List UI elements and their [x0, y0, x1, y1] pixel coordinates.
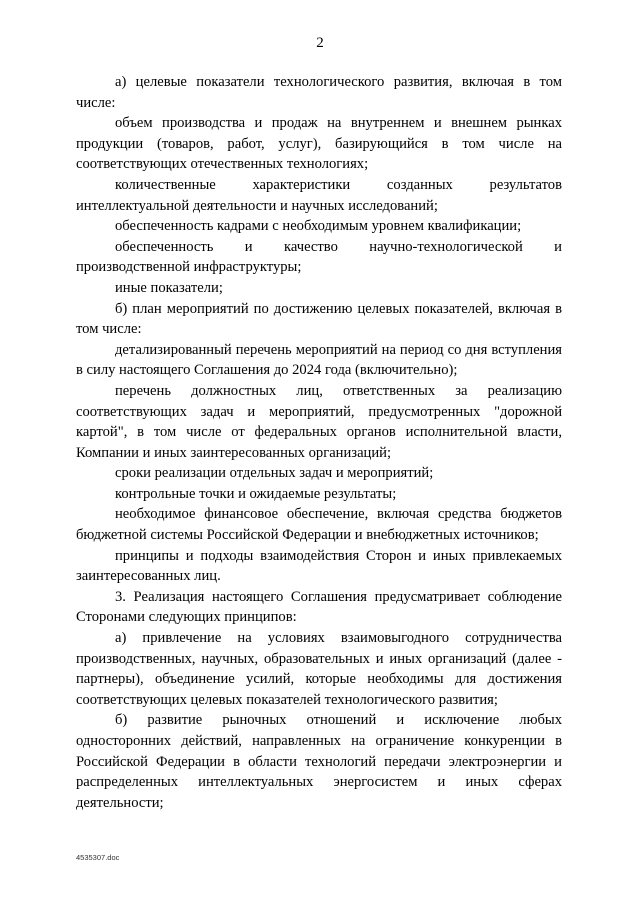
- page-number: 2: [316, 35, 324, 51]
- paragraph-deadlines: сроки реализации отдельных задач и мероприятий;: [115, 465, 434, 482]
- paragraph-target-indicators: а) целевые показатели технологического развития, включая в том числе:: [76, 74, 562, 111]
- paragraph-action-plan: б) план мероприятий по достижению целевых показателей, включая в том числе:: [76, 300, 562, 338]
- paragraph-other-indicators: иные показатели;: [115, 279, 223, 296]
- document-body: [76, 72, 562, 813]
- document-id-footer: 4535307.doc: [76, 853, 120, 862]
- paragraph-quantitative-characteristics: количественные характеристики созданных результатов интеллектуальной деятельности и научных исследований;: [76, 176, 562, 214]
- paragraph-financing: необходимое финансовое обеспечение, включая средства бюджетов бюджетной системы Российской Федерации и внебюджетных источников;: [76, 506, 562, 544]
- paragraph-section-3: 3. Реализация настоящего Соглашения предусматривает соблюдение Сторонами следующих принципов:: [76, 588, 562, 626]
- paragraph-checkpoints: контрольные точки и ожидаемые результаты;: [115, 485, 397, 502]
- paragraph-market-relations: б) развитие рыночных отношений и исключение любых односторонних действий, направленных на ограничение конкуренции в Российской Федерации в области технологий передачи электроэнергии и распределенных интеллектуальных энергосистем и иных сферах деятельности;: [76, 712, 562, 811]
- paragraph-infrastructure: обеспеченность и качество научно-технологической и производственной инфраструктуры;: [76, 238, 562, 276]
- paragraph-interaction-principles: принципы и подходы взаимодействия Сторон и иных привлекаемых заинтересованных лиц.: [76, 547, 562, 585]
- paragraph-partners: а) привлечение на условиях взаимовыгодного сотрудничества производственных, научных, образовательных и иных организаций (далее - партнеры), объединение усилий, которые необходимы для достижения соответствующих целевых показателей технологического развития;: [76, 630, 562, 708]
- paragraph-production-volume: объем производства и продаж на внутреннем и внешнем рынках продукции (товаров, работ, услуг), базирующийся в том числе на соответствующих отечественных технологиях;: [76, 115, 562, 173]
- paragraph-staffing: обеспеченность кадрами с необходимым уровнем квалификации;: [115, 218, 522, 235]
- paragraph-responsible-officials: перечень должностных лиц, ответственных за реализацию соответствующих задач и мероприятий, предусмотренных "дорожной картой", в том числе от федеральных органов исполнительной власти, Компании и иных заинтересованных организаций;: [76, 382, 562, 461]
- paragraph-detailed-list: детализированный перечень мероприятий на период со дня вступления в силу настоящего Соглашения до 2024 года (включительно);: [76, 341, 562, 379]
